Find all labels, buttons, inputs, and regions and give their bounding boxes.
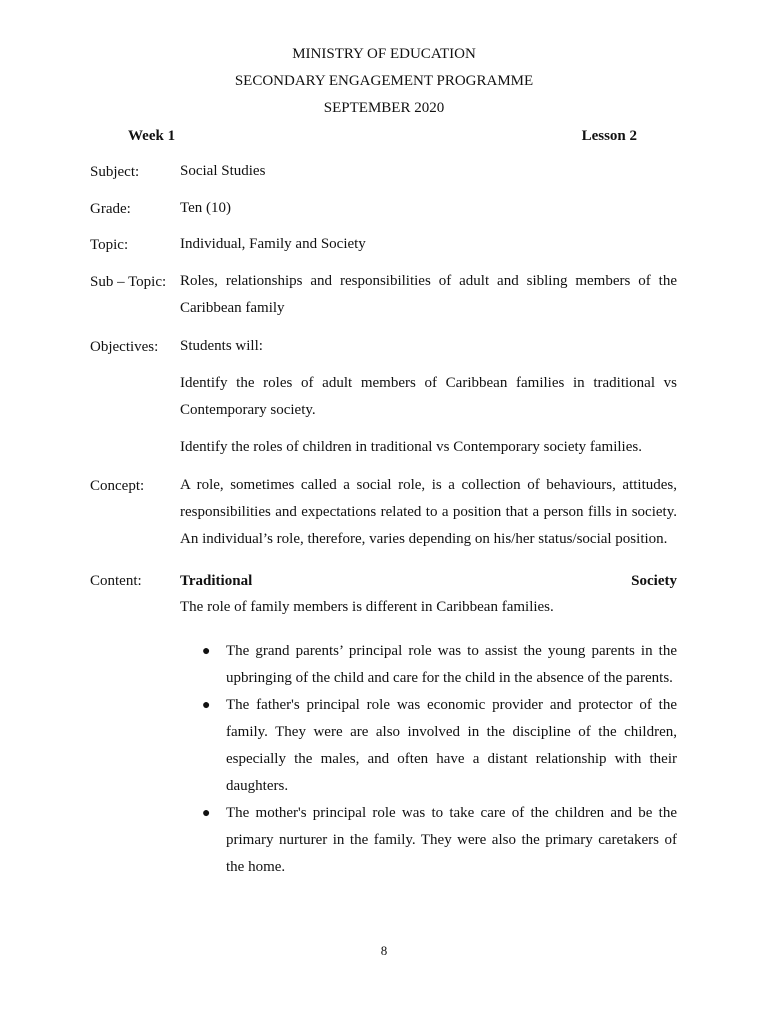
list-item-text: The father's principal role was economic provider and protector of the family. They were are also involved in the discipline of the children, especially the males, and often have a distant relationship with their daughters.	[226, 697, 677, 794]
grade-value: Ten (10)	[180, 200, 232, 216]
ministry-heading: MINISTRY OF EDUCATION	[292, 46, 476, 62]
bullet-icon: ●	[202, 698, 211, 713]
concept-label: Concept:	[90, 478, 145, 494]
programme-heading: SECONDARY ENGAGEMENT PROGRAMME	[234, 73, 534, 89]
objective-item: Identify the roles of children in traditional vs Contemporary society families.	[180, 439, 642, 455]
subject-value: Social Studies	[180, 163, 266, 179]
week-label: Week 1	[128, 128, 176, 144]
objective-item: Identify the roles of adult members of Caribbean families in traditional vs Contemporary society.	[180, 375, 677, 418]
subtopic-label: Sub – Topic:	[90, 274, 167, 290]
objectives-intro: Students will:	[180, 338, 263, 354]
list-item-text: The grand parents’ principal role was to assist the young parents in the upbringing of the child and care for the child in the absence of the parents.	[226, 643, 677, 686]
topic-label: Topic:	[90, 237, 129, 253]
content-heading	[180, 573, 677, 590]
grade-label: Grade:	[90, 201, 131, 217]
list-item	[180, 638, 677, 692]
bullet-icon: ●	[202, 644, 211, 659]
concept-value: A role, sometimes called a social role, is a collection of behaviours, attitudes, responsibilities and expectations related to a position that a person fills in society. An individual’s role, therefore, varies depending on his/her status/social position.	[180, 477, 677, 547]
content-heading-left: Traditional	[180, 573, 253, 589]
list-item-text: The mother's principal role was to take care of the children and be the primary nurturer in the family. They were also the primary caretakers of the home.	[226, 805, 677, 875]
subject-label: Subject:	[90, 164, 140, 180]
objectives-label: Objectives:	[90, 339, 159, 355]
lesson-label: Lesson 2	[581, 128, 637, 144]
list-item	[180, 692, 677, 800]
date-heading: SEPTEMBER 2020	[323, 100, 445, 116]
content-intro: The role of family members is different in Caribbean families.	[180, 599, 554, 615]
bullet-icon: ●	[202, 806, 211, 821]
content-heading-right: Society	[631, 573, 677, 589]
content-bullet-list	[180, 638, 677, 881]
topic-value: Individual, Family and Society	[180, 236, 366, 252]
page-number: 8	[380, 943, 388, 958]
list-item	[180, 800, 677, 881]
subtopic-value: Roles, relationships and responsibilities of adult and sibling members of the Caribbean family	[180, 273, 677, 316]
content-label: Content:	[90, 573, 142, 589]
